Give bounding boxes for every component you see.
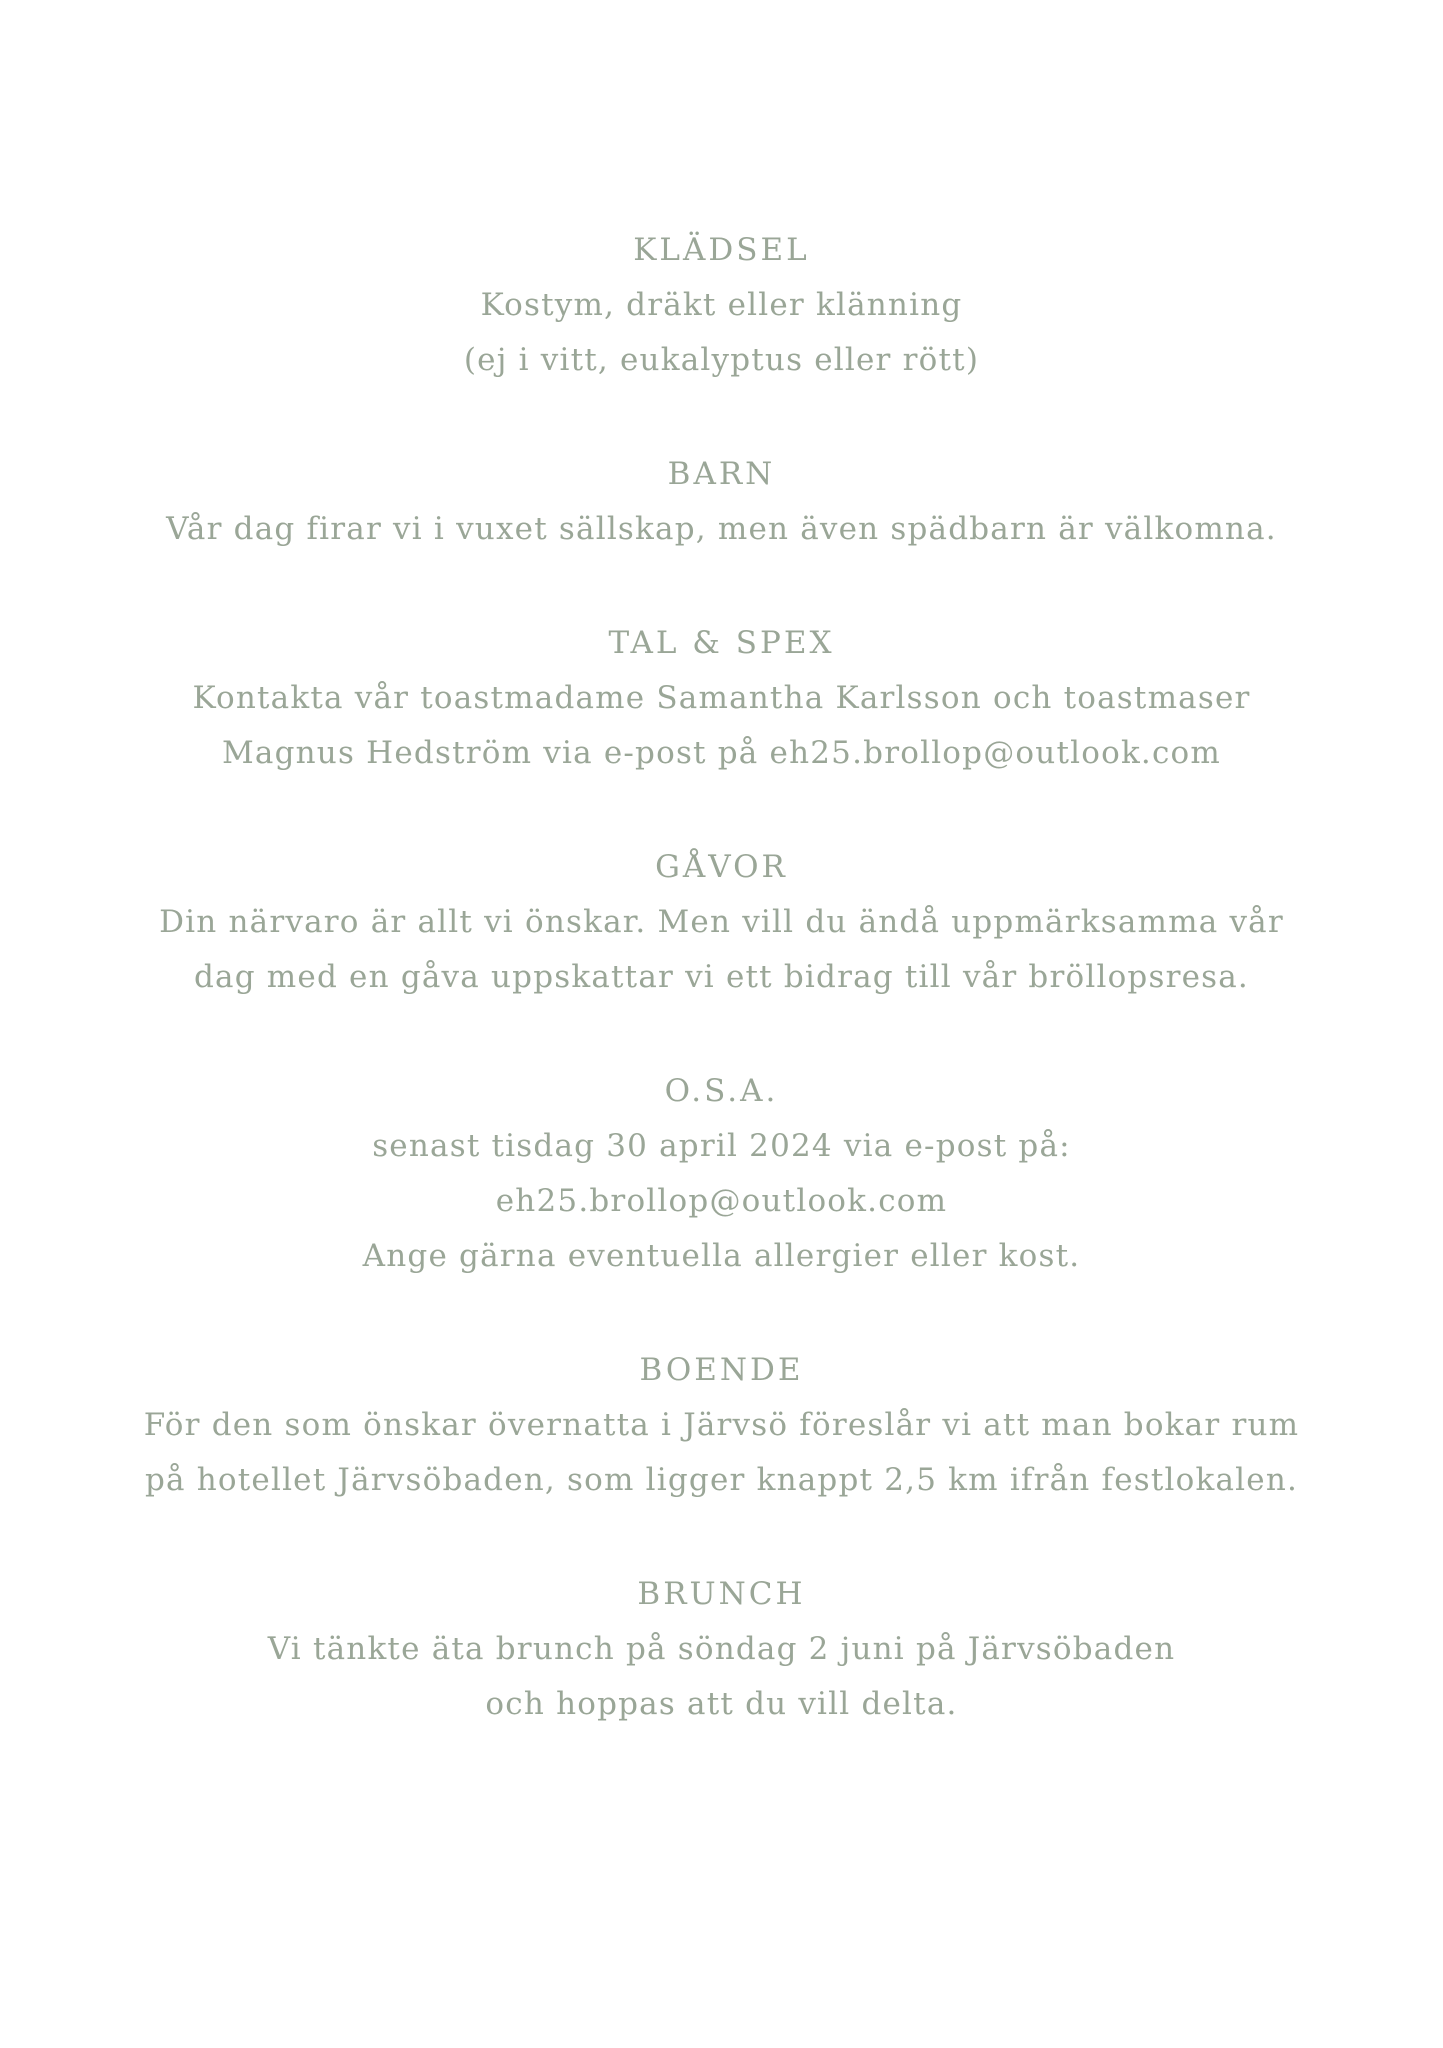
section-osa	[0, 1063, 1443, 1284]
section-text-line: Ange gärna eventuella allergier eller kost.	[362, 1238, 1081, 1274]
section-text-line: Magnus Hedström via e-post på eh25.brollop@outlook.com	[221, 735, 1222, 771]
section-text-line: Vår dag firar vi i vuxet sällskap, men även spädbarn är välkomna.	[166, 511, 1277, 547]
section-brunch	[0, 1566, 1443, 1732]
section-text-line: (ej i vitt, eukalyptus eller rött)	[463, 342, 980, 378]
section-text-line: dag med en gåva uppskattar vi ett bidrag till vår bröllopsresa.	[193, 959, 1249, 995]
section-heading: O.S.A.	[664, 1073, 779, 1109]
section-heading: TAL & SPEX	[608, 625, 835, 661]
section-kladsel	[0, 222, 1443, 388]
section-heading: GÅVOR	[655, 849, 788, 885]
section-text-line: Din närvaro är allt vi önskar. Men vill du ändå uppmärksamma vår	[159, 904, 1284, 940]
section-text-line: Kostym, dräkt eller klänning	[480, 287, 963, 323]
section-boende	[0, 1342, 1443, 1508]
section-text-line: på hotellet Järvsöbaden, som ligger knappt 2,5 km ifrån festlokalen.	[144, 1462, 1299, 1498]
section-heading: BRUNCH	[637, 1576, 806, 1612]
section-tal-spex	[0, 615, 1443, 781]
section-text-line: Kontakta vår toastmadame Samantha Karlsson och toastmaser	[192, 680, 1251, 716]
section-text-line: Vi tänkte äta brunch på söndag 2 juni på Järvsöbaden	[267, 1631, 1176, 1667]
section-gavor	[0, 839, 1443, 1005]
info-content	[0, 222, 1443, 1790]
section-heading: BARN	[667, 456, 776, 492]
section-text-line: eh25.brollop@outlook.com	[495, 1183, 948, 1219]
section-text-line: senast tisdag 30 april 2024 via e-post på:	[372, 1128, 1071, 1164]
section-heading: BOENDE	[639, 1352, 804, 1388]
section-text-line: För den som önskar övernatta i Järvsö föreslår vi att man bokar rum	[143, 1407, 1300, 1443]
section-barn	[0, 446, 1443, 557]
section-heading: KLÄDSEL	[633, 232, 810, 268]
section-text-line: och hoppas att du vill delta.	[485, 1686, 958, 1722]
